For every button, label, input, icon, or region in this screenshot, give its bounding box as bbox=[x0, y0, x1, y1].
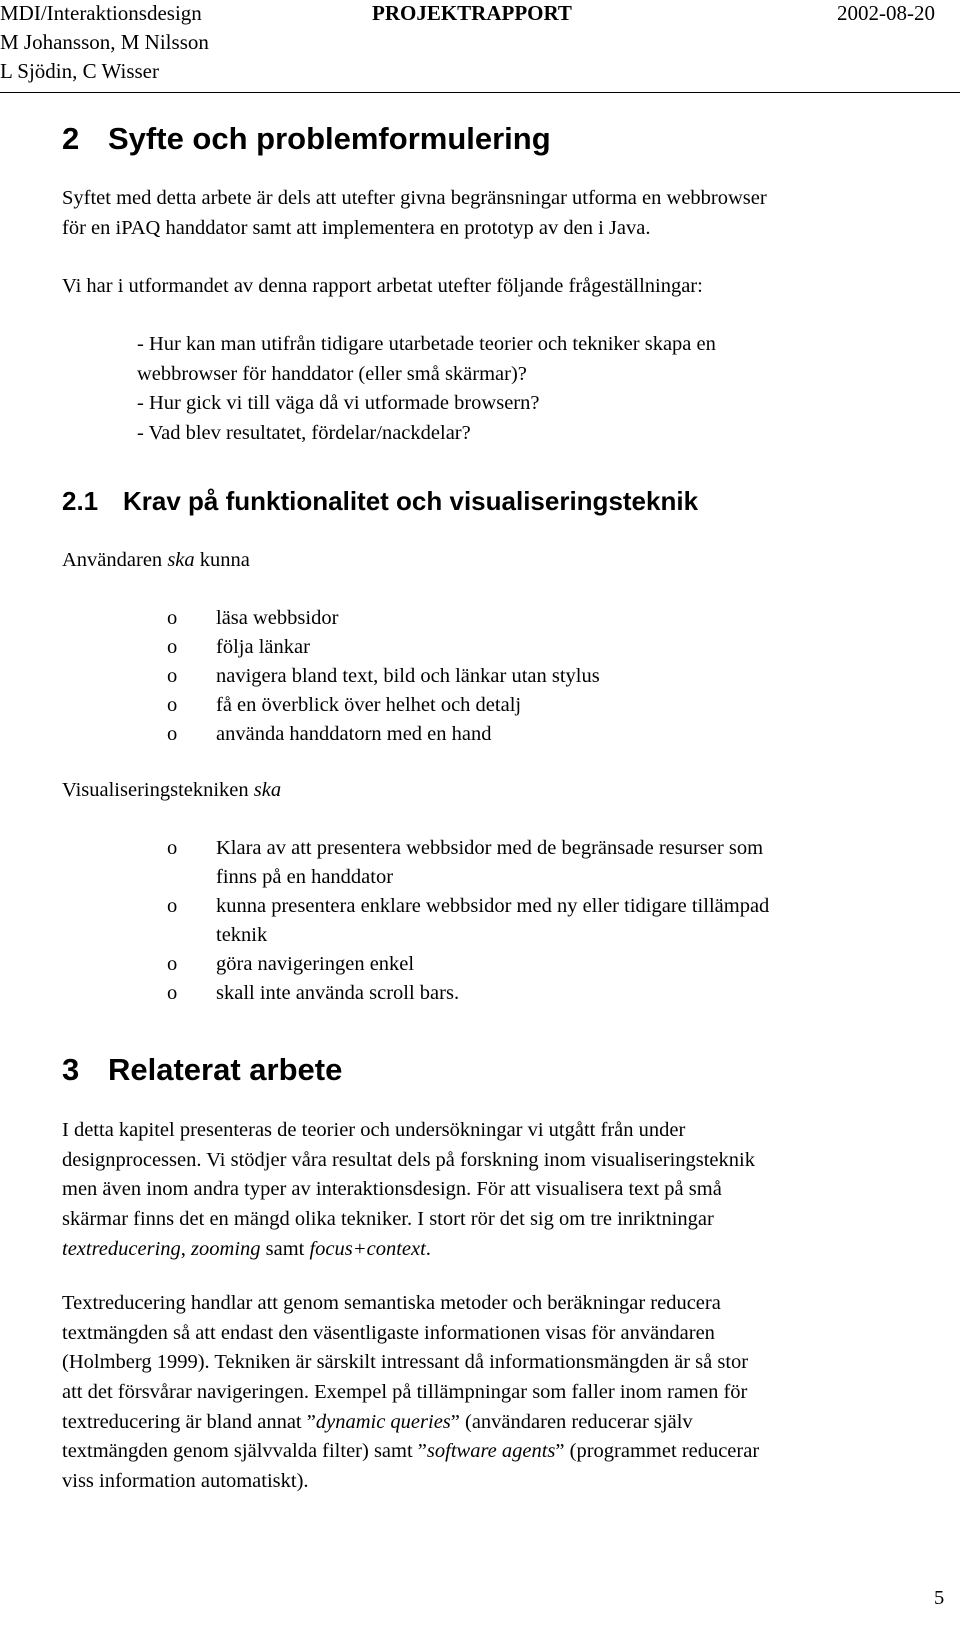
section-2-1-number: 2.1 bbox=[62, 486, 99, 516]
page-number: 5 bbox=[934, 1587, 945, 1609]
question-line: - Hur kan man utifrån tidigare utarbetade teorier och tekniker skapa en bbox=[137, 333, 716, 355]
question-line: webbrowser för handdator (eller små skärmar)? bbox=[137, 362, 527, 385]
bullet-marker: o bbox=[167, 723, 178, 745]
section-2-1-heading: Krav på funktionalitet och visualiseringsteknik bbox=[123, 486, 699, 516]
text-line: viss information automatiskt). bbox=[62, 1470, 309, 1493]
research-questions bbox=[137, 330, 716, 449]
header-date: 2002-08-20 bbox=[837, 1, 935, 25]
header-title: PROJEKTRAPPORT bbox=[372, 1, 572, 25]
text-line: textmängden genom självvalda filter) samt ”software agents” (programmet reducerar bbox=[62, 1440, 760, 1463]
section-3-number: 3 bbox=[62, 1052, 80, 1087]
text-line: att det försvårar navigeringen. Exempel på tillämpningar som faller inom ramen för bbox=[62, 1381, 748, 1404]
bullet-marker: o bbox=[167, 694, 178, 716]
bullet-marker: o bbox=[167, 895, 178, 917]
user-requirements-list: o läsa webbsidor o följa länkar o navigera bland text, bild och länkar utan stylus o få en överblick över helhet och detalj o använda handdatorn med en hand bbox=[167, 604, 927, 754]
bullet-marker: o bbox=[167, 953, 178, 975]
header-course: MDI/Interaktionsdesign bbox=[0, 1, 202, 25]
text-line: Textreducering handlar att genom semantiska metoder och beräkningar reducera bbox=[62, 1292, 721, 1314]
text-line: designprocessen. Vi stödjer våra resultat dels på forskning inom visualiseringsteknik bbox=[62, 1148, 755, 1171]
bullet-marker: o bbox=[167, 837, 178, 859]
bullet-marker: o bbox=[167, 982, 178, 1004]
text-line: textmängden så att endast den väsentligaste informationen visas för användaren bbox=[62, 1321, 715, 1344]
bullet-marker: o bbox=[167, 607, 178, 629]
section-2-heading: Syfte och problemformulering bbox=[108, 121, 551, 156]
bullet-marker: o bbox=[167, 636, 178, 658]
visualization-requirements-list: o Klara av att presentera webbsidor med de begränsade resurser som finns på en handdator o kunna presentera enklare webbsidor med ny eller tidigare tillämpad teknik o göra navigeringen enkel o skall inte använda scroll bars. bbox=[167, 834, 927, 1024]
text-line: I detta kapitel presenteras de teorier och undersökningar vi utgått från under bbox=[62, 1119, 686, 1141]
text-line: textreducering är bland annat ”dynamic queries” (användaren reducerar själv bbox=[62, 1410, 693, 1433]
text-line: för en iPAQ handdator samt att implementera en prototyp av den i Java. bbox=[62, 216, 651, 239]
section-2-paragraph-2: Vi har i utformandet av denna rapport arbetat utefter följande frågeställningar: bbox=[62, 275, 703, 297]
text-line: skärmar finns det en mängd olika tekniker. I stort rör det sig om tre inriktningar bbox=[62, 1208, 714, 1231]
header-rule bbox=[0, 92, 960, 93]
section-2-number: 2 bbox=[62, 121, 80, 156]
header-authors-line2: L Sjödin, C Wisser bbox=[0, 59, 159, 83]
text-line: Syftet med detta arbete är dels att utefter givna begränsningar utforma en webbrowser bbox=[62, 187, 767, 209]
question-line: - Vad blev resultatet, fördelar/nackdelar? bbox=[137, 422, 471, 445]
visualization-requirements-intro: Visualiseringstekniken ska bbox=[62, 779, 282, 801]
text-line: (Holmberg 1999). Tekniken är särskilt intressant då informationsmängden är så stor bbox=[62, 1351, 749, 1374]
question-line: - Hur gick vi till väga då vi utformade browsern? bbox=[137, 392, 540, 415]
section-3-paragraph-1 bbox=[62, 1116, 755, 1264]
section-2-paragraph-1 bbox=[62, 184, 767, 243]
bullet-marker: o bbox=[167, 665, 178, 687]
header-authors-line1: M Johansson, M Nilsson bbox=[0, 30, 209, 54]
user-requirements-intro: Användaren ska kunna bbox=[62, 549, 250, 571]
section-3-paragraph-2 bbox=[62, 1289, 759, 1497]
section-3-heading: Relaterat arbete bbox=[108, 1052, 343, 1087]
text-line: textreducering, zooming samt focus+context. bbox=[62, 1237, 431, 1260]
text-line: men även inom andra typer av interaktionsdesign. För att visualisera text på små bbox=[62, 1178, 722, 1201]
